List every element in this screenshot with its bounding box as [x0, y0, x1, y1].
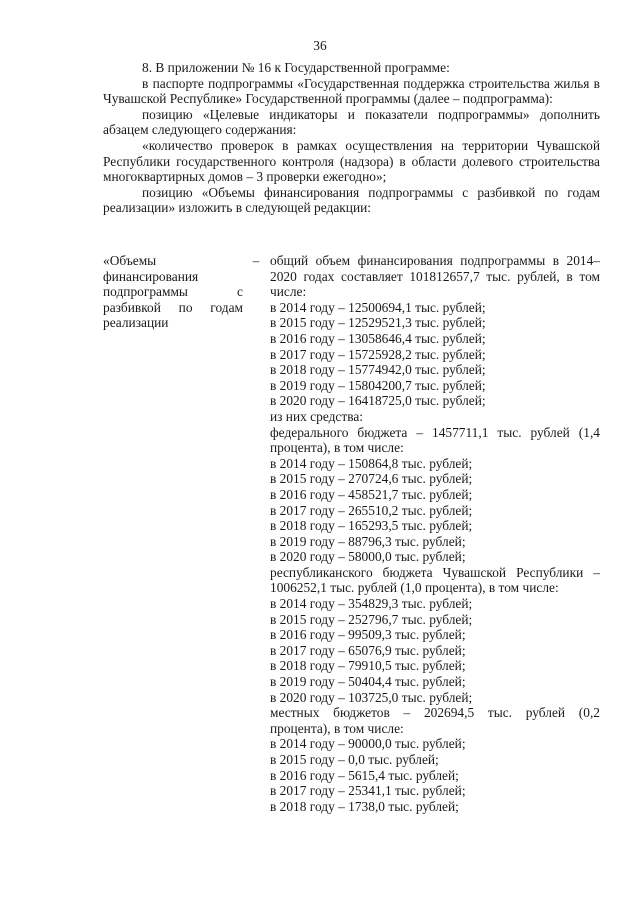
federal-year-row: в 2018 году – 165293,5 тыс. рублей;: [270, 518, 473, 534]
republic-year-row: в 2015 году – 252796,7 тыс. рублей;: [270, 611, 473, 627]
federal-year-row: в 2020 году – 58000,0 тыс. рублей;: [270, 549, 466, 565]
total-year-row: в 2015 году – 12529521,3 тыс. рублей;: [270, 315, 486, 331]
republic-year-row: в 2018 году – 79910,5 тыс. рублей;: [270, 658, 466, 674]
intro-paragraph-1: 8. В приложении № 16 к Государственной программе:: [142, 60, 450, 75]
intro-paragraph-2: в паспорте подпрограммы «Государственная поддержка строительства жилья в Чувашской Республике» Государственной программы (далее – подпрограмма):: [103, 75, 600, 107]
local-year-row: в 2016 году – 5615,4 тыс. рублей;: [270, 767, 459, 783]
local-year-row: в 2014 году – 90000,0 тыс. рублей;: [270, 736, 466, 752]
total-financing: общий объем финансирования подпрограммы в 2014–2020 годах составляет 101812657,7 тыс. рублей, в том числе:: [270, 253, 600, 300]
republic-budget: республиканского бюджета Чувашской Республики – 1006252,1 тыс. рублей (1,0 процента), в том числе:: [270, 564, 600, 596]
republic-year-row: в 2014 году – 354829,3 тыс. рублей;: [270, 596, 473, 612]
total-year-row: в 2018 году – 15774942,0 тыс. рублей;: [270, 362, 486, 378]
local-year-row: в 2015 году – 0,0 тыс. рублей;: [270, 752, 439, 767]
total-year-row: в 2019 году – 15804200,7 тыс. рублей;: [270, 377, 486, 393]
financing-details: [270, 253, 600, 814]
republic-year-row: в 2019 году – 50404,4 тыс. рублей;: [270, 674, 466, 690]
sources-heading: из них средства:: [270, 408, 364, 424]
total-year-row: в 2017 году – 15725928,2 тыс. рублей;: [270, 346, 486, 362]
federal-year-row: в 2019 году – 88796,3 тыс. рублей;: [270, 533, 466, 549]
label-dash: –: [252, 253, 260, 268]
federal-year-row: в 2015 году – 270724,6 тыс. рублей;: [270, 471, 473, 487]
local-year-row: в 2018 году – 1738,0 тыс. рублей;: [270, 798, 459, 814]
total-year-row: в 2014 году – 12500694,1 тыс. рублей;: [270, 299, 486, 315]
federal-year-row: в 2016 году – 458521,7 тыс. рублей;: [270, 486, 473, 502]
intro-paragraph-5: позицию «Объемы финансирования подпрограммы с разбивкой по годам реализации» изложить в следующей редакции:: [103, 184, 600, 216]
financing-label: «Объемы финансирования подпрограммы с разбивкой по годам реализации: [103, 253, 243, 331]
intro-paragraph-4: «количество проверок в рамках осуществления на территории Чувашской Республики государственного контроля (надзора) в области долевого строительства многоквартирных домов – 3 проверки ежегодно»;: [103, 137, 600, 185]
local-year-row: в 2017 году – 25341,1 тыс. рублей;: [270, 783, 466, 799]
republic-year-row: в 2016 году – 99509,3 тыс. рублей;: [270, 627, 466, 643]
republic-year-row: в 2017 году – 65076,9 тыс. рублей;: [270, 642, 466, 658]
intro-paragraph-3: позицию «Целевые индикаторы и показатели подпрограммы» дополнить абзацем следующего содержания:: [103, 106, 600, 138]
intro-section: [103, 60, 600, 216]
local-budget: местных бюджетов – 202694,5 тыс. рублей (0,2 процента), в том числе:: [270, 705, 600, 736]
republic-year-row: в 2020 году – 103725,0 тыс. рублей;: [270, 689, 473, 705]
total-year-row: в 2020 году – 16418725,0 тыс. рублей;: [270, 393, 486, 409]
federal-year-row: в 2014 году – 150864,8 тыс. рублей;: [270, 455, 473, 471]
federal-budget: федерального бюджета – 1457711,1 тыс. рублей (1,4 процента), в том числе:: [270, 424, 600, 456]
page-number: 36: [313, 38, 327, 53]
federal-year-row: в 2017 году – 265510,2 тыс. рублей;: [270, 502, 473, 518]
total-year-row: в 2016 году – 13058646,4 тыс. рублей;: [270, 330, 486, 346]
